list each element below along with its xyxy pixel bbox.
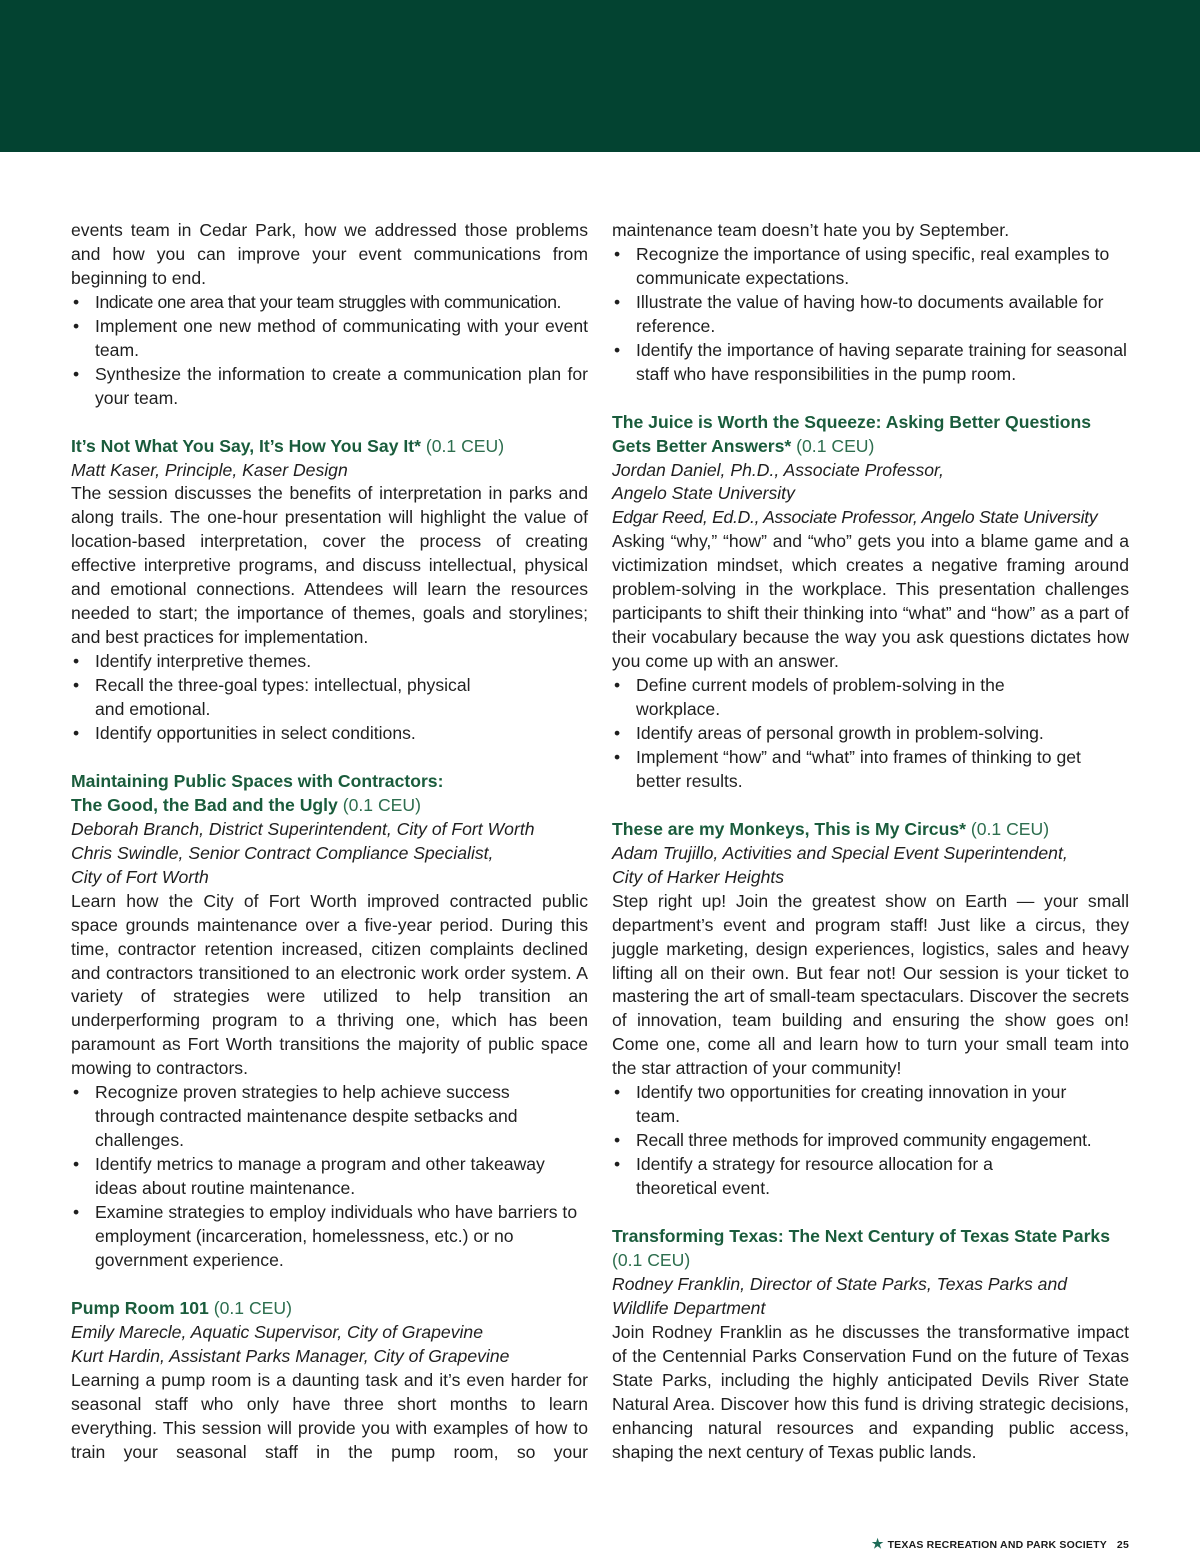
speaker-line: Deborah Branch, District Superintendent, City of Fort Worth xyxy=(71,818,535,839)
session-title: Maintaining Public Spaces with Contractors: xyxy=(71,770,444,791)
list-item: • Recognize the importance of using specific, real examples to communicate expectations. xyxy=(612,243,1129,291)
session-title: It’s Not What You Say, It’s How You Say It* xyxy=(71,435,421,456)
list-item: • Identify a strategy for resource allocation for a theoretical event. xyxy=(612,1153,1129,1201)
intro-text: events team in Cedar Park, how we addressed those problems and how you can improve your event communications from beginning to end. xyxy=(71,220,588,288)
right-column xyxy=(612,219,1129,1465)
session-body: Learning a pump room is a daunting task and it’s even harder for seasonal staff who only have three short months to learn everything. This session will provide you with examples of how to train your seasonal staff in the pump room, so your xyxy=(71,1369,588,1462)
bullet-list xyxy=(612,674,1129,794)
session-body: Learn how the City of Fort Worth improved contracted public space grounds maintenance over a five-year period. During this time, contractor retention increased, citizen complaints declined and contractors transitioned to an electronic work order system. A variety of strategies were utilized to help transition an underperforming program to a thriving one, which has been paramount as Fort Worth transitions the majority of public space mowing to contractors. xyxy=(71,890,588,1079)
session-body: Join Rodney Franklin as he discusses the transformative impact of the Centennial Parks Conservation Fund on the future of Texas State Parks, including the highly anticipated Devils River State Natural Area. Discover how this fund is driving strategic decisions, enhancing natural resources and expanding public access, shaping the next century of Texas public lands. xyxy=(612,1321,1129,1462)
session-title: Transforming Texas: The Next Century of Texas State Parks xyxy=(612,1225,1110,1246)
speaker-line: Kurt Hardin, Assistant Parks Manager, City of Grapevine xyxy=(71,1345,510,1366)
organization-name: TEXAS RECREATION AND PARK SOCIETY xyxy=(887,1539,1107,1551)
list-item: • Implement one new method of communicating with your event team. xyxy=(71,315,588,363)
session-body: Step right up! Join the greatest show on Earth — your small department’s event and program staff! Just like a circus, they juggle marketing, design experiences, logistics, sales and heavy lifting all on their own. But fear not! Our session is your ticket to mastering the art of small-team spectaculars. Discover the secrets of innovation, team building and ensuring the show goes on! Come one, come all and learn how to turn your small team into the star attraction of your community! xyxy=(612,890,1129,1079)
page-footer xyxy=(872,1536,1129,1552)
session-title: The Good, the Bad and the Ugly xyxy=(71,794,338,815)
bullet-list xyxy=(71,291,588,411)
session-heading xyxy=(612,435,1129,459)
ceu-label: (0.1 CEU) xyxy=(796,435,875,456)
list-item: • Identify metrics to manage a program and other takeaway ideas about routine maintenance. xyxy=(71,1153,588,1201)
list-item: • Identify interpretive themes. xyxy=(71,650,588,674)
session-body: The session discusses the benefits of interpretation in parks and along trails. The one-hour presentation will highlight the value of location-based interpretation, cover the process of creating effective interpretive programs, and discuss intellectual, physical and emotional connections. Attendees will learn the resources needed to start; the importance of themes, goals and storylines; and best practices for implementation. xyxy=(71,483,588,648)
list-item: • Identify two opportunities for creating innovation in your team. xyxy=(612,1081,1129,1129)
ceu-label: (0.1 CEU) xyxy=(970,818,1050,839)
list-item: • Identify the importance of having separate training for seasonal staff who have responsibilities in the pump room. xyxy=(612,339,1129,387)
bullet-list xyxy=(71,1081,588,1273)
session-heading xyxy=(612,818,1129,842)
session-heading xyxy=(71,1297,588,1321)
list-item: • Illustrate the value of having how-to documents available for reference. xyxy=(612,291,1129,339)
list-item: • Examine strategies to employ individuals who have barriers to employment (incarceration, homelessness, etc.) or no government experience. xyxy=(71,1201,588,1273)
session-title: Gets Better Answers* xyxy=(612,435,792,456)
ceu-label: (0.1 CEU) xyxy=(342,794,421,815)
speaker-line: Adam Trujillo, Activities and Special Event Superintendent, xyxy=(612,842,1068,863)
session-heading xyxy=(71,435,588,459)
list-item: • Identify opportunities in select conditions. xyxy=(71,722,588,746)
speaker-line: Emily Marecle, Aquatic Supervisor, City of Grapevine xyxy=(71,1321,483,1342)
speaker-line: City of Fort Worth xyxy=(71,866,209,887)
session-body: Asking “why,” “how” and “who” gets you into a blame game and a victimization mindset, which creates a negative framing around problem-solving in the workplace. This presentation challenges participants to shift their thinking into “what” and “how” as a part of their vocabulary because the way you ask questions dictates how you come up with an answer. xyxy=(612,531,1129,672)
ceu-label: (0.1 CEU) xyxy=(213,1297,292,1318)
list-item: • Identify areas of personal growth in problem-solving. xyxy=(612,722,1129,746)
page-number: 25 xyxy=(1116,1539,1129,1551)
header-band xyxy=(0,0,1200,152)
speaker-line: Jordan Daniel, Ph.D., Associate Professor, xyxy=(612,459,944,480)
speaker-line: Edgar Reed, Ed.D., Associate Professor, Angelo State University xyxy=(612,507,1098,528)
speaker-line: Wildlife Department xyxy=(612,1297,766,1318)
speaker-line: City of Harker Heights xyxy=(612,866,785,887)
speaker-line: Rodney Franklin, Director of State Parks, Texas Parks and xyxy=(612,1273,1068,1294)
intro-text: maintenance team doesn’t hate you by September. xyxy=(612,220,1010,240)
list-item: • Recall the three-goal types: intellectual, physical and emotional. xyxy=(71,674,588,722)
speaker-line: Angelo State University xyxy=(612,483,795,504)
bullet-list xyxy=(612,243,1129,387)
list-item: • Synthesize the information to create a communication plan for your team. xyxy=(71,363,588,411)
star-icon: ★ xyxy=(871,1536,884,1551)
list-item: • Implement “how” and “what” into frames of thinking to get better results. xyxy=(612,746,1129,794)
left-column xyxy=(71,219,588,1465)
list-item: • Define current models of problem-solving in the workplace. xyxy=(612,674,1129,722)
ceu-label: (0.1 CEU) xyxy=(425,435,505,456)
session-title: The Juice is Worth the Squeeze: Asking Better Questions xyxy=(612,411,1092,432)
session-title: Pump Room 101 xyxy=(71,1297,209,1318)
list-item: • Recognize proven strategies to help achieve success through contracted maintenance despite setbacks and challenges. xyxy=(71,1081,588,1153)
session-heading xyxy=(71,794,588,818)
list-item: • Indicate one area that your team struggles with communication. xyxy=(71,291,588,315)
bullet-list xyxy=(612,1081,1129,1201)
list-item: • Recall three methods for improved community engagement. xyxy=(612,1129,1129,1153)
speaker-line: Matt Kaser, Principle, Kaser Design xyxy=(71,459,348,480)
bullet-list xyxy=(71,650,588,746)
session-title: These are my Monkeys, This is My Circus* xyxy=(612,818,966,839)
speaker-line: Chris Swindle, Senior Contract Compliance Specialist, xyxy=(71,842,494,863)
ceu-label: (0.1 CEU) xyxy=(612,1249,691,1270)
